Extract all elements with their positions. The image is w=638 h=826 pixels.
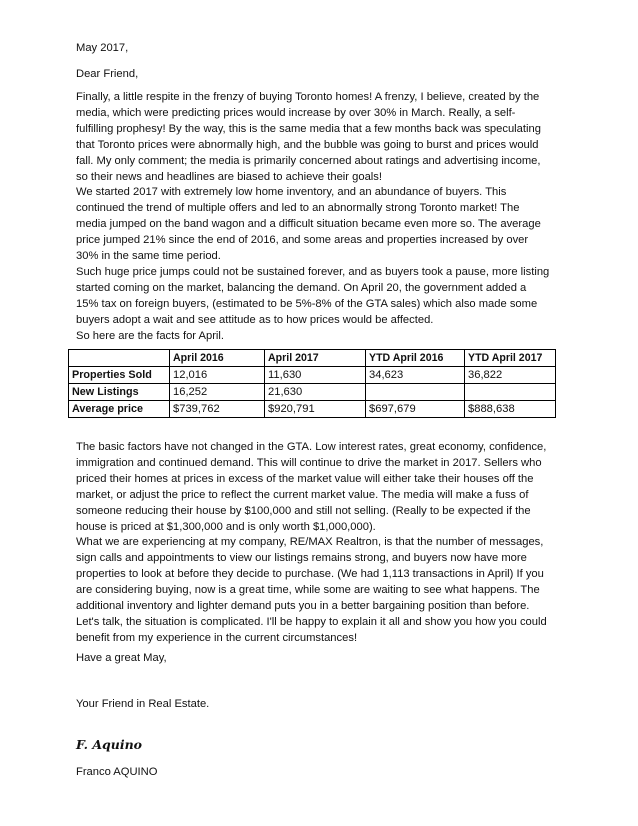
table-cell	[465, 384, 556, 401]
table-row	[69, 384, 556, 401]
sender-name: Franco AQUINO	[76, 766, 158, 778]
table-cell: 36,822	[465, 367, 556, 384]
paragraph-line: media jumped on the band wagon and a difficult situation became even more so. The average	[76, 218, 541, 230]
paragraph-4	[76, 439, 576, 535]
letter-date: May 2017,	[76, 42, 129, 54]
paragraph-line: continued the trend of multiple offers and led to an abnormally strong Toronto market! The	[76, 202, 520, 214]
paragraph-line: media, which were predicting prices would increase by over 30% in March. Really, a self-	[76, 107, 516, 119]
paragraph-line: What we are experiencing at my company, RE/MAX Realtron, is that the number of messages,	[76, 536, 544, 548]
paragraph-line: that Toronto prices were abnormally high, and the bubble was going to burst and prices would	[76, 139, 539, 151]
paragraph-line: house is priced at $1,300,000 and is only worth $1,000,000).	[76, 521, 376, 533]
paragraph-line: fall. My only comment; the media is primarily concerned about ratings and advertising income,	[76, 155, 541, 167]
table-row-label: Properties Sold	[69, 367, 170, 384]
letter-greeting: Dear Friend,	[76, 68, 139, 80]
paragraph-line: priced their homes at prices in excess of the market value will either take their houses off the	[76, 473, 534, 485]
paragraph-line: We started 2017 with extremely low home inventory, and an abundance of buyers. This	[76, 186, 507, 198]
paragraph-line: properties to look at before they decide to purchase. (We had 1,113 transactions in April) If you	[76, 568, 544, 580]
paragraph-line: benefit from my experience in the current circumstances!	[76, 632, 358, 644]
paragraph-line: additional inventory and lighter demand puts you in a better bargaining position than before.	[76, 600, 530, 612]
paragraph-line: immigration and continued demand. This will continue to drive the market in 2017. Sellers who	[76, 457, 542, 469]
paragraph-line: fulfilling prophesy! By the way, this is the same media that a few months back was speculating	[76, 123, 541, 135]
table-cell: 21,630	[265, 384, 366, 401]
paragraph-line: Such huge price jumps could not be sustained forever, and as buyers took a pause, more listing	[76, 266, 550, 278]
table-row	[69, 367, 556, 384]
table-cell: $697,679	[366, 401, 465, 418]
facts-intro: So here are the facts for April.	[76, 330, 224, 342]
table-row-label: New Listings	[69, 384, 170, 401]
table-cell: 16,252	[170, 384, 265, 401]
paragraph-5	[76, 534, 576, 614]
table-cell	[366, 384, 465, 401]
table-cell: 34,623	[366, 367, 465, 384]
table-cell: $739,762	[170, 401, 265, 418]
paragraph-3	[76, 264, 576, 328]
paragraph-line: 30% in the same time period.	[76, 250, 221, 262]
table-header-cell: April 2017	[265, 350, 366, 367]
table-row-label: Average price	[69, 401, 170, 418]
signoff-line: Your Friend in Real Estate.	[76, 698, 210, 710]
table-header-cell	[69, 350, 170, 367]
handwritten-signature: F. Aquino	[76, 737, 143, 752]
paragraph-line: buyers adopt a wait and see attitude as to how prices would be affected.	[76, 314, 434, 326]
table-header-cell: April 2016	[170, 350, 265, 367]
paragraph-line: started coming on the market, balancing the demand. On April 20, the government added a	[76, 282, 527, 294]
table-header-cell: YTD April 2016	[366, 350, 465, 367]
paragraph-line: someone reducing their house by $100,000 and still not selling. (Really to be expected if the	[76, 505, 531, 517]
paragraph-line: Finally, a little respite in the frenzy of buying Toronto homes! A frenzy, I believe, created by the	[76, 91, 540, 103]
paragraph-line: so their news and headlines are biased to achieve their goals!	[76, 171, 382, 183]
paragraph-1	[76, 89, 576, 185]
april-facts-table	[68, 349, 556, 418]
table-cell: 12,016	[170, 367, 265, 384]
table-cell: $888,638	[465, 401, 556, 418]
paragraph-line: market, or adjust the price to reflect the current market value. The media will make a fuss of	[76, 489, 529, 501]
paragraph-6	[76, 614, 576, 646]
table-row	[69, 401, 556, 418]
paragraph-line: are considering buying, now is a great time, while some are waiting to see what happens. The	[76, 584, 540, 596]
paragraph-line: The basic factors have not changed in the GTA. Low interest rates, great economy, confidence,	[76, 441, 547, 453]
paragraph-line: sign calls and appointments to view our listings remains strong, and buyers now have more	[76, 552, 527, 564]
paragraph-2	[76, 184, 576, 264]
paragraph-line: 15% tax on foreign buyers, (estimated to be 5%-8% of the GTA sales) which also made some	[76, 298, 538, 310]
table-header-row	[69, 350, 556, 367]
table-header-cell: YTD April 2017	[465, 350, 556, 367]
closing-line: Have a great May,	[76, 652, 167, 664]
table-cell: $920,791	[265, 401, 366, 418]
table-cell: 11,630	[265, 367, 366, 384]
paragraph-line: Let's talk, the situation is complicated. I'll be happy to explain it all and show you how you could	[76, 616, 547, 628]
paragraph-line: price jumped 21% since the end of 2016, and some areas and properties increased by over	[76, 234, 529, 246]
